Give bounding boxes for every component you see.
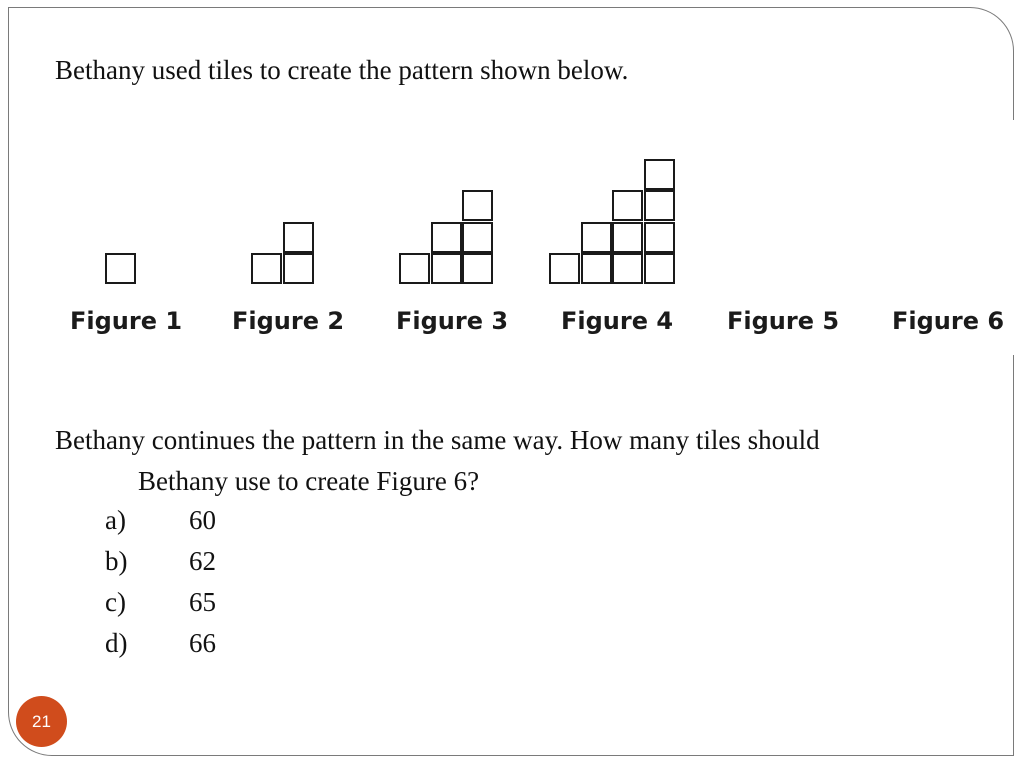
tile (399, 253, 430, 284)
tile (581, 253, 612, 284)
question-line-1: Bethany continues the pattern in the same way. How many tiles should (55, 425, 820, 455)
choice-value: 60 (189, 505, 216, 535)
tile (612, 190, 643, 221)
figure-label: Figure 3 (396, 307, 509, 335)
tile (644, 222, 675, 253)
choice-value: 65 (189, 587, 216, 617)
tile (612, 253, 643, 284)
choice-value: 62 (189, 546, 216, 576)
tile (431, 253, 462, 284)
page-number-badge: 21 (16, 696, 67, 747)
tile (549, 253, 580, 284)
answer-choices (105, 500, 216, 664)
choice-a[interactable] (105, 500, 216, 541)
figure-pattern (55, 120, 1024, 355)
question (55, 420, 955, 502)
figure-label: Figure 5 (727, 307, 840, 335)
choice-letter: c) (105, 587, 126, 617)
figure-label: Figure 2 (232, 307, 345, 335)
choice-b[interactable] (105, 541, 216, 582)
tile (462, 222, 493, 253)
choice-c[interactable] (105, 582, 216, 623)
tile (105, 253, 136, 284)
choice-d[interactable] (105, 623, 216, 664)
tile (612, 222, 643, 253)
tile (581, 222, 612, 253)
tile (283, 222, 314, 253)
tile (644, 159, 675, 190)
tile (462, 190, 493, 221)
figure-label: Figure 6 (892, 307, 1005, 335)
choice-letter: b) (105, 546, 128, 576)
tile (644, 190, 675, 221)
tile (431, 222, 462, 253)
intro-text: Bethany used tiles to create the pattern shown below. (55, 55, 629, 85)
tile (283, 253, 314, 284)
tile (462, 253, 493, 284)
figure-label: Figure 4 (561, 307, 674, 335)
choice-letter: a) (105, 505, 126, 535)
choice-letter: d) (105, 628, 128, 658)
choice-value: 66 (189, 628, 216, 658)
question-line-2: Bethany use to create Figure 6? (138, 466, 480, 496)
tile (644, 253, 675, 284)
tile (251, 253, 282, 284)
figure-label: Figure 1 (70, 307, 183, 335)
